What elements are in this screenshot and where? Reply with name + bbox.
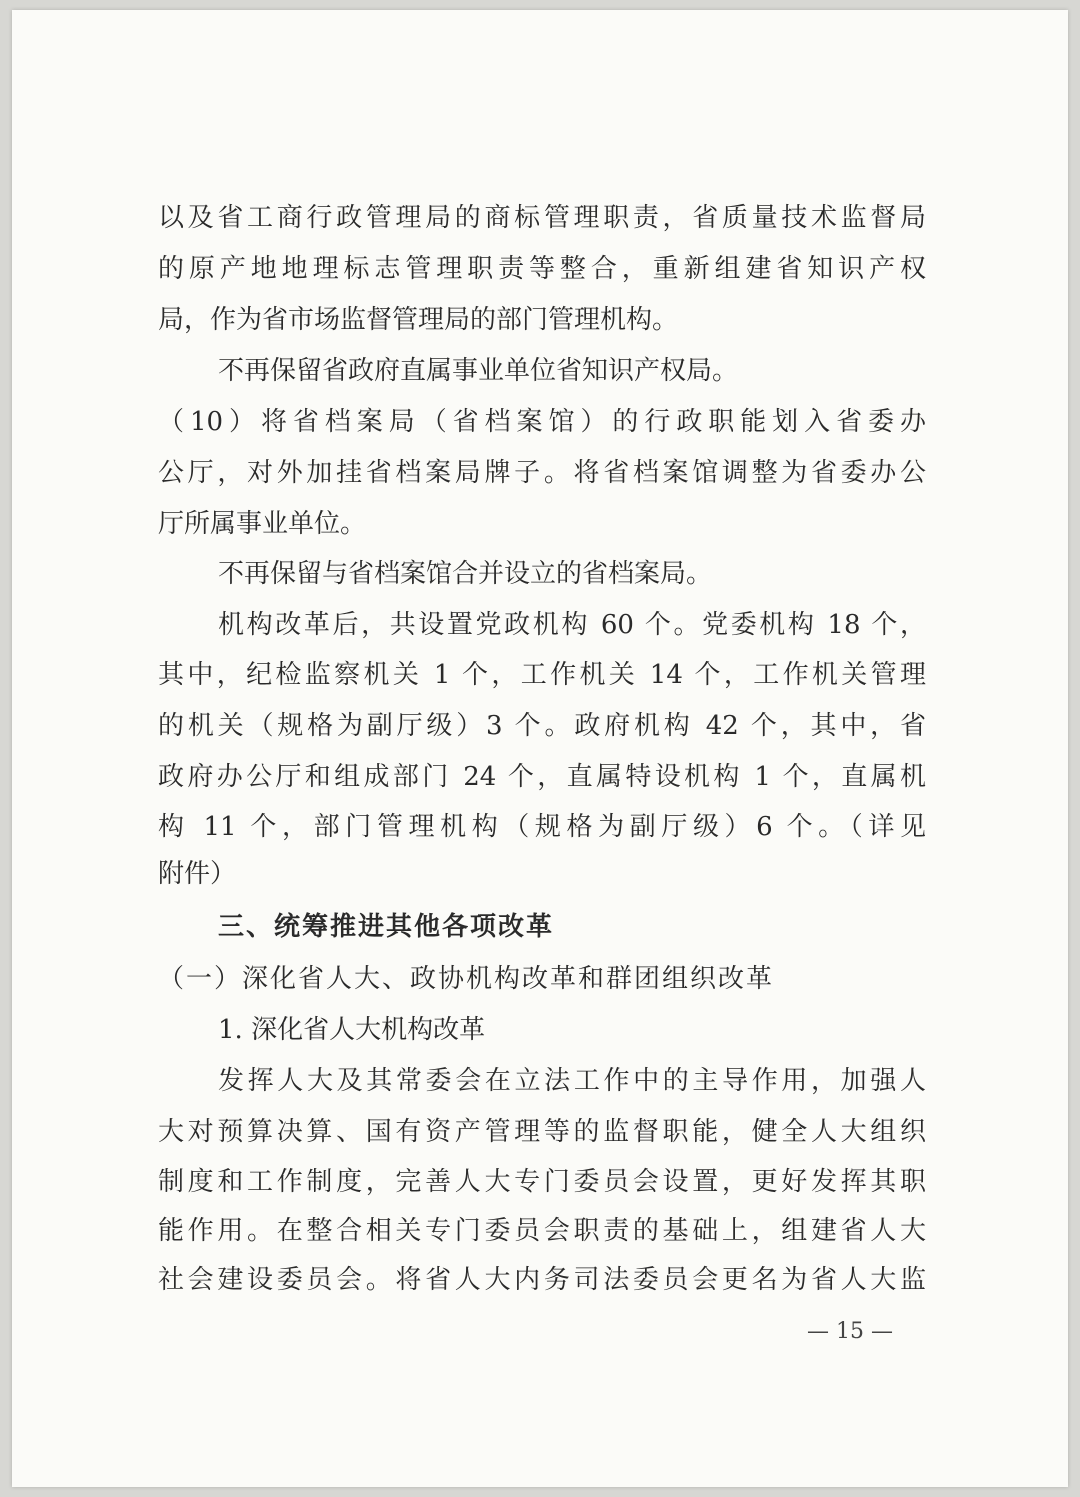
body-line-8: 不再保留与省档案馆合并设立的省档案局。	[218, 559, 713, 589]
body-line-5: （10）将省档案局（省档案馆）的行政职能划入省委办	[158, 407, 926, 437]
body-line-2: 的原产地地理标志管理职责等整合，重新组建省知识产权	[158, 254, 926, 284]
body-line-12: 政府办公厅和组成部门 24 个，直属特设机构 1 个，直属机	[158, 762, 926, 792]
body-line-4: 不再保留省政府直属事业单位省知识产权局。	[218, 356, 739, 386]
page-number: — 15 —	[807, 1319, 893, 1344]
body-line-6: 公厅，对外加挂省档案局牌子。将省档案馆调整为省委办公	[158, 458, 926, 488]
body-line-14: 附件）	[158, 859, 237, 889]
body-line-11: 的机关（规格为副厅级）3 个。政府机构 42 个，其中，省	[158, 711, 926, 741]
body-line-18: 发挥人大及其常委会在立法工作中的主导作用，加强人	[218, 1066, 926, 1096]
body-line-9: 机构改革后，共设置党政机构 60 个。党委机构 18 个，	[218, 610, 926, 640]
subsection-heading: （一）深化省人大、政协机构改革和群团组织改革	[158, 964, 775, 994]
sub-subsection-heading: 1. 深化省人大机构改革	[218, 1015, 486, 1045]
body-line-13: 构 11 个，部门管理机构（规格为副厅级）6 个。（详见	[158, 812, 926, 842]
body-line-19: 大对预算决算、国有资产管理等的监督职能，健全人大组织	[158, 1117, 926, 1147]
body-line-10: 其中，纪检监察机关 1 个，工作机关 14 个，工作机关管理	[158, 660, 926, 690]
body-line-20: 制度和工作制度，完善人大专门委员会设置，更好发挥其职	[158, 1167, 926, 1197]
body-line-7: 厅所属事业单位。	[158, 509, 367, 539]
section-heading: 三、统筹推进其他各项改革	[218, 912, 555, 942]
body-line-3: 局，作为省市场监督管理局的部门管理机构。	[158, 305, 679, 335]
body-line-21: 能作用。在整合相关专门委员会职责的基础上，组建省人大	[158, 1216, 926, 1246]
body-line-22: 社会建设委员会。将省人大内务司法委员会更名为省人大监	[158, 1265, 926, 1295]
body-line-1: 以及省工商行政管理局的商标管理职责，省质量技术监督局	[158, 203, 926, 233]
